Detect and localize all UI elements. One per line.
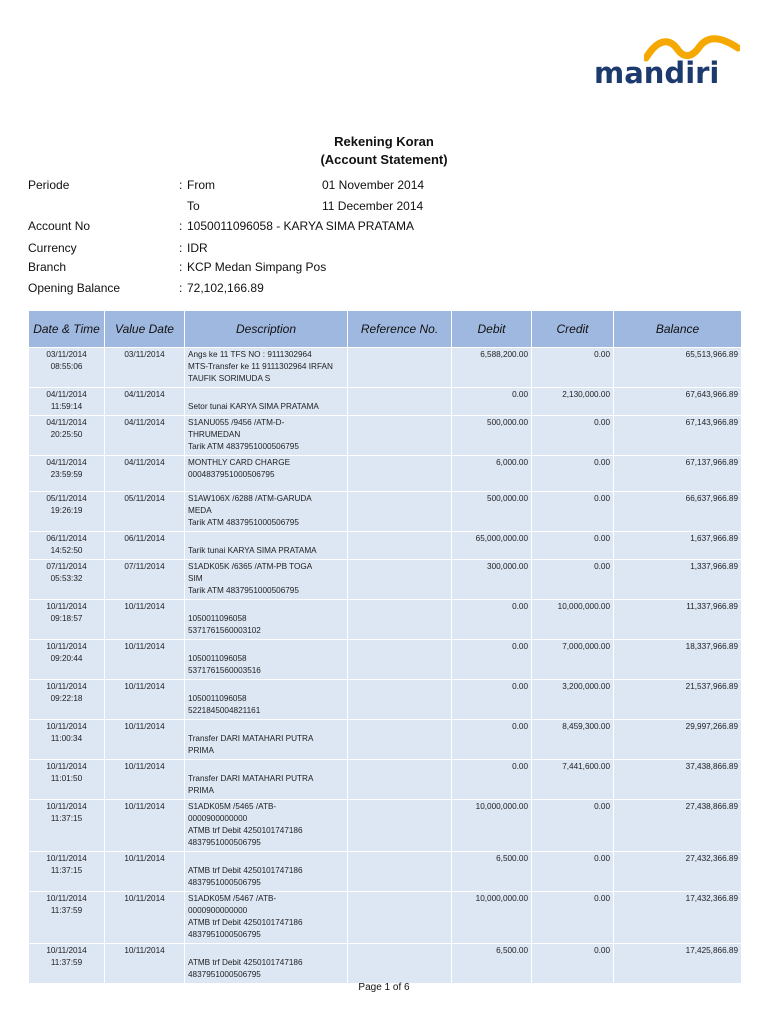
cell-reference [348, 852, 452, 892]
cell-debit: 0.00 [452, 640, 532, 680]
cell-date-time: 10/11/2014 11:37:15 [29, 852, 105, 892]
cell-debit: 500,000.00 [452, 492, 532, 532]
cell-credit: 10,000,000.00 [532, 600, 614, 640]
cell-debit: 300,000.00 [452, 560, 532, 600]
statement-subtitle: (Account Statement) [320, 152, 448, 167]
cell-credit: 0.00 [532, 416, 614, 456]
table-row [29, 640, 742, 680]
cell-description: S1ADK05M /5467 /ATB- 0000900000000 ATMB trf Debit 4250101747186 4837951000506795 [185, 892, 348, 944]
cell-description: S1ADK05K /6365 /ATM-PB TOGA SIM Tarik ATM 4837951000506795 [185, 560, 348, 600]
cell-description: 1050011096058 5371761560003516 [185, 640, 348, 680]
header-value-date: Value Date [105, 311, 185, 348]
cell-value-date: 10/11/2014 [105, 852, 185, 892]
cell-description: S1ADK05M /5465 /ATB- 0000900000000 ATMB trf Debit 4250101747186 4837951000506795 [185, 800, 348, 852]
cell-debit: 6,500.00 [452, 852, 532, 892]
cell-credit: 3,200,000.00 [532, 680, 614, 720]
cell-reference [348, 944, 452, 984]
to-value: 11 December 2014 [322, 199, 424, 213]
cell-value-date: 04/11/2014 [105, 388, 185, 416]
cell-balance: 29,997,266.89 [614, 720, 742, 760]
cell-debit: 0.00 [452, 680, 532, 720]
cell-reference [348, 532, 452, 560]
cell-balance: 1,637,966.89 [614, 532, 742, 560]
cell-value-date: 10/11/2014 [105, 680, 185, 720]
separator: : [179, 178, 183, 192]
cell-date-time: 10/11/2014 11:01:50 [29, 760, 105, 800]
cell-balance: 17,425,866.89 [614, 944, 742, 984]
table-row [29, 532, 742, 560]
cell-date-time: 04/11/2014 23:59:59 [29, 456, 105, 492]
header-date-time: Date & Time [29, 311, 105, 348]
cell-value-date: 05/11/2014 [105, 492, 185, 532]
cell-balance: 67,143,966.89 [614, 416, 742, 456]
cell-description: Setor tunai KARYA SIMA PRATAMA [185, 388, 348, 416]
cell-credit: 0.00 [532, 456, 614, 492]
cell-reference [348, 680, 452, 720]
cell-description: MONTHLY CARD CHARGE 0004837951000506795 [185, 456, 348, 492]
cell-description: 1050011096058 5371761560003102 [185, 600, 348, 640]
cell-description: Transfer DARI MATAHARI PUTRA PRIMA [185, 760, 348, 800]
cell-debit: 0.00 [452, 760, 532, 800]
cell-date-time: 10/11/2014 11:37:15 [29, 800, 105, 852]
cell-reference [348, 348, 452, 388]
from-label: From [187, 178, 215, 192]
separator: : [179, 219, 183, 233]
cell-reference [348, 892, 452, 944]
cell-reference [348, 640, 452, 680]
table-row [29, 492, 742, 532]
cell-date-time: 07/11/2014 05:53:32 [29, 560, 105, 600]
header-credit: Credit [532, 311, 614, 348]
cell-credit: 2,130,000.00 [532, 388, 614, 416]
cell-credit: 0.00 [532, 800, 614, 852]
cell-debit: 10,000,000.00 [452, 892, 532, 944]
periode-label: Periode [28, 178, 70, 192]
table-row [29, 680, 742, 720]
cell-value-date: 10/11/2014 [105, 944, 185, 984]
cell-debit: 0.00 [452, 388, 532, 416]
cell-balance: 66,637,966.89 [614, 492, 742, 532]
page-number: Page 1 of 6 [358, 982, 410, 993]
opening-balance-value: 72,102,166.89 [187, 281, 264, 295]
cell-value-date: 04/11/2014 [105, 416, 185, 456]
cell-debit: 6,000.00 [452, 456, 532, 492]
cell-credit: 0.00 [532, 492, 614, 532]
cell-value-date: 10/11/2014 [105, 720, 185, 760]
account-label: Account No [28, 219, 91, 233]
cell-date-time: 06/11/2014 14:52:50 [29, 532, 105, 560]
cell-value-date: 07/11/2014 [105, 560, 185, 600]
logo-text: mandiri [594, 56, 720, 90]
cell-balance: 11,337,966.89 [614, 600, 742, 640]
cell-balance: 67,643,966.89 [614, 388, 742, 416]
statement-title: Rekening Koran [334, 134, 434, 149]
cell-value-date: 06/11/2014 [105, 532, 185, 560]
bank-logo [592, 34, 742, 94]
cell-description: S1AW106X /6288 /ATM-GARUDA MEDA Tarik ATM 4837951000506795 [185, 492, 348, 532]
cell-value-date: 03/11/2014 [105, 348, 185, 388]
cell-credit: 8,459,300.00 [532, 720, 614, 760]
cell-credit: 0.00 [532, 560, 614, 600]
cell-credit: 0.00 [532, 532, 614, 560]
cell-debit: 6,588,200.00 [452, 348, 532, 388]
cell-reference [348, 456, 452, 492]
cell-description: Tarik tunai KARYA SIMA PRATAMA [185, 532, 348, 560]
cell-description: 1050011096058 5221845004821161 [185, 680, 348, 720]
cell-description: Transfer DARI MATAHARI PUTRA PRIMA [185, 720, 348, 760]
cell-date-time: 04/11/2014 20:25:50 [29, 416, 105, 456]
cell-balance: 27,432,366.89 [614, 852, 742, 892]
cell-reference [348, 388, 452, 416]
cell-date-time: 10/11/2014 09:20:44 [29, 640, 105, 680]
currency-label: Currency [28, 241, 77, 255]
cell-balance: 27,438,866.89 [614, 800, 742, 852]
table-row [29, 760, 742, 800]
table-row [29, 800, 742, 852]
table-row [29, 852, 742, 892]
table-row [29, 600, 742, 640]
cell-balance: 21,537,966.89 [614, 680, 742, 720]
branch-value: KCP Medan Simpang Pos [187, 260, 327, 274]
cell-description: ATMB trf Debit 4250101747186 4837951000506795 [185, 944, 348, 984]
cell-description: ATMB trf Debit 4250101747186 4837951000506795 [185, 852, 348, 892]
cell-date-time: 10/11/2014 11:37:59 [29, 944, 105, 984]
cell-date-time: 04/11/2014 11:59:14 [29, 388, 105, 416]
separator: : [179, 281, 183, 295]
table-row [29, 560, 742, 600]
cell-date-time: 10/11/2014 09:18:57 [29, 600, 105, 640]
cell-date-time: 10/11/2014 11:37:59 [29, 892, 105, 944]
header-debit: Debit [452, 311, 532, 348]
cell-value-date: 10/11/2014 [105, 800, 185, 852]
opening-balance-label: Opening Balance [28, 281, 121, 295]
cell-balance: 37,438,866.89 [614, 760, 742, 800]
table-row [29, 944, 742, 984]
to-label: To [187, 199, 200, 213]
cell-credit: 0.00 [532, 892, 614, 944]
cell-reference [348, 720, 452, 760]
cell-reference [348, 600, 452, 640]
cell-value-date: 10/11/2014 [105, 892, 185, 944]
cell-credit: 0.00 [532, 944, 614, 984]
currency-value: IDR [187, 241, 208, 255]
cell-reference [348, 492, 452, 532]
cell-credit: 7,000,000.00 [532, 640, 614, 680]
from-value: 01 November 2014 [322, 178, 425, 192]
cell-date-time: 10/11/2014 11:00:34 [29, 720, 105, 760]
header-balance: Balance [614, 311, 742, 348]
cell-credit: 0.00 [532, 348, 614, 388]
cell-credit: 0.00 [532, 852, 614, 892]
table-row [29, 416, 742, 456]
cell-balance: 65,513,966.89 [614, 348, 742, 388]
cell-date-time: 10/11/2014 09:22:18 [29, 680, 105, 720]
cell-debit: 0.00 [452, 720, 532, 760]
transactions-body [29, 348, 742, 984]
cell-balance: 67,137,966.89 [614, 456, 742, 492]
cell-balance: 1,337,966.89 [614, 560, 742, 600]
cell-date-time: 05/11/2014 19:26:19 [29, 492, 105, 532]
table-row [29, 720, 742, 760]
table-row [29, 388, 742, 416]
transactions-table [28, 310, 742, 984]
cell-balance: 18,337,966.89 [614, 640, 742, 680]
cell-reference [348, 760, 452, 800]
table-row [29, 892, 742, 944]
cell-value-date: 10/11/2014 [105, 640, 185, 680]
cell-reference [348, 800, 452, 852]
cell-reference [348, 560, 452, 600]
cell-debit: 6,500.00 [452, 944, 532, 984]
cell-credit: 7,441,600.00 [532, 760, 614, 800]
cell-balance: 17,432,366.89 [614, 892, 742, 944]
separator: : [179, 260, 183, 274]
cell-debit: 0.00 [452, 600, 532, 640]
header-reference: Reference No. [348, 311, 452, 348]
cell-debit: 65,000,000.00 [452, 532, 532, 560]
cell-date-time: 03/11/2014 08:55:06 [29, 348, 105, 388]
cell-value-date: 10/11/2014 [105, 760, 185, 800]
cell-debit: 500,000.00 [452, 416, 532, 456]
cell-reference [348, 416, 452, 456]
cell-description: S1ANU055 /9456 /ATM-D- THRUMEDAN Tarik ATM 4837951000506795 [185, 416, 348, 456]
table-row [29, 348, 742, 388]
cell-debit: 10,000,000.00 [452, 800, 532, 852]
branch-label: Branch [28, 260, 67, 274]
cell-description: Angs ke 11 TFS NO : 9111302964 MTS-Transfer ke 11 9111302964 IRFAN TAUFIK SORIMUDA S [185, 348, 348, 388]
table-header-row [29, 311, 742, 348]
table-row [29, 456, 742, 492]
account-value: 1050011096058 - KARYA SIMA PRATAMA [187, 219, 415, 233]
separator: : [179, 241, 183, 255]
cell-value-date: 10/11/2014 [105, 600, 185, 640]
header-description: Description [185, 311, 348, 348]
cell-value-date: 04/11/2014 [105, 456, 185, 492]
